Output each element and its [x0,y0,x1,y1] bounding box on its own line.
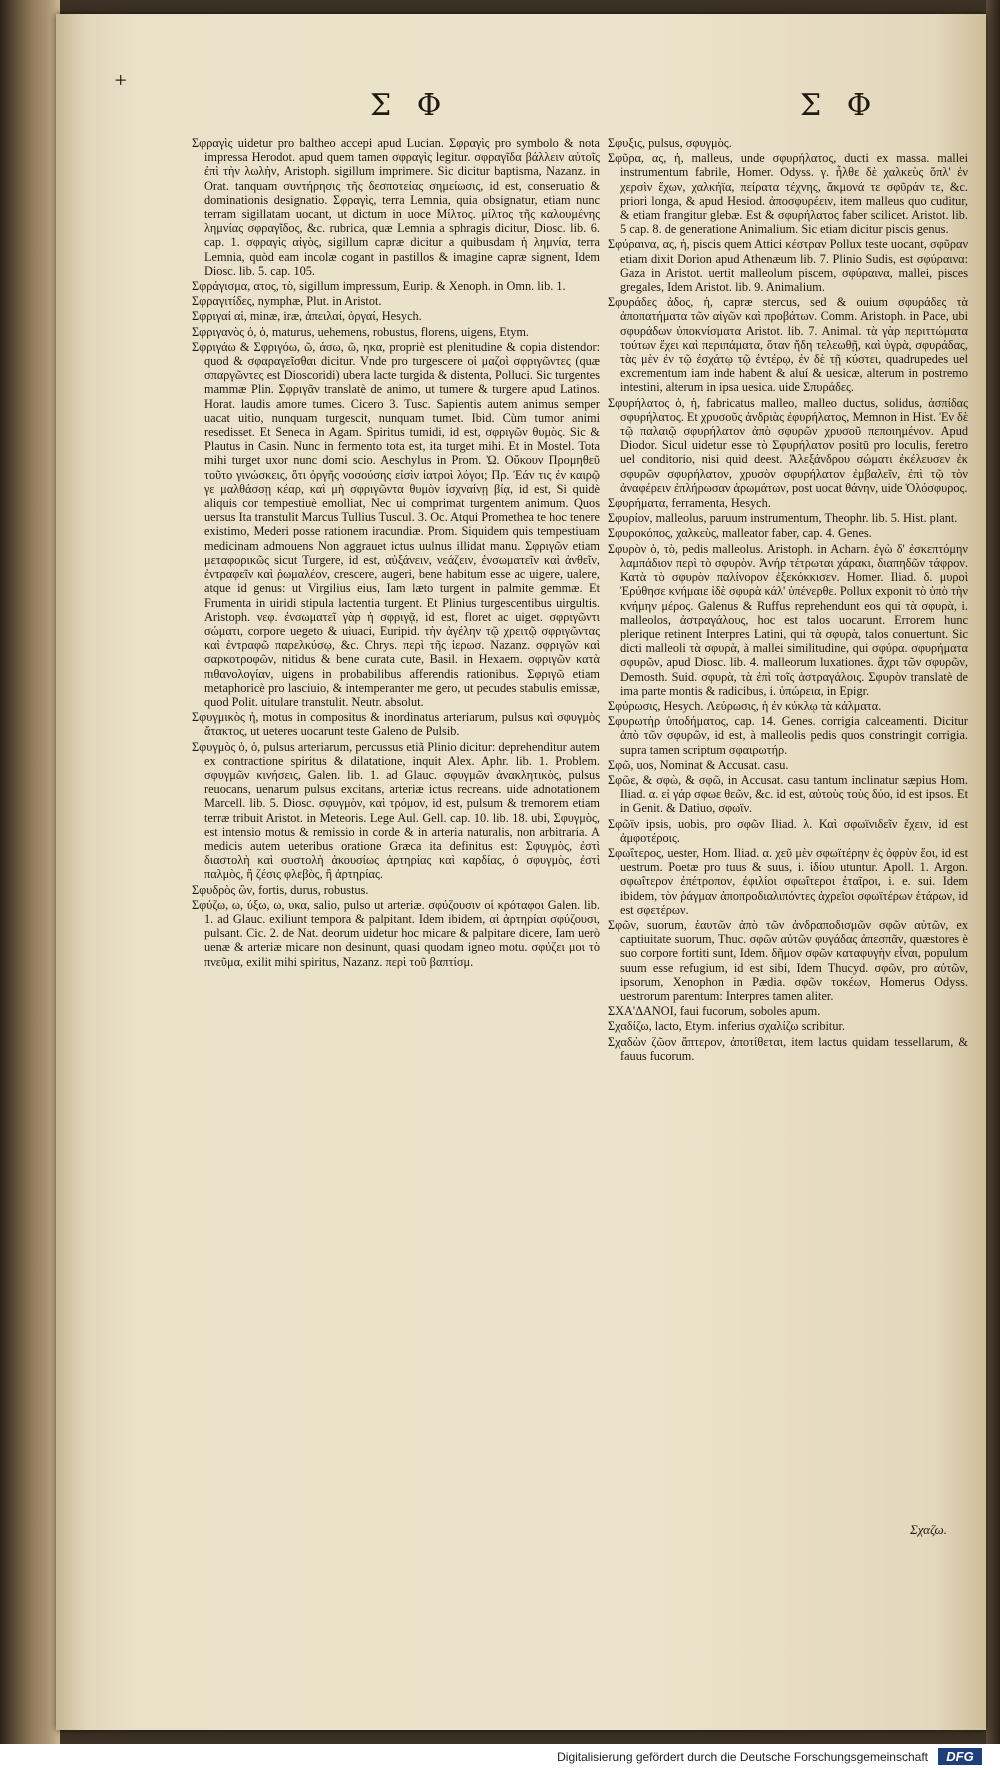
dictionary-entry: Σχαδίζω, lacto, Etym. inferius σχαλίζω scribitur. [608,1019,845,1034]
dictionary-entry: Σφυρήλατος ὁ, ἡ, fabricatus malleo, malleo ductus, solidus, ἀσπίδας σφυρήλατος. Et χρυσοῦς ἀνδριὰς ἐφυρήλατος, Memnon in Hist. Ἐν δὲ τῷ παλαιῷ σφυρήλατον ἀπὸ σφυρῶν χρυσοῦ πεποιημένον. Apud Diodor. Sicul uidetur esse τὸ Σφυρήλατον positū pro loculis, feretro uel conditorio, nisi quid deest. Ἀλεξάνδρου σώματι ἐκέλευσεν ἐκ σφυρῶν σφυρήλατον, χρυσὸν σφυρήλατον ἐμβαλεῖν, ἐπὶ τῷ τὸν ἀναφέρειν ἐπλήρωσαν ἀρωμάτων, post uocat θάνην, uide Ὁλόσφυρος. [608,395,968,495]
dictionary-entry: Σφυρωτὴρ ὑποδήματος, cap. 14. Genes. corrigia calceamenti. Dicitur ἀπὸ τῶν σφυρῶν, id est, à malleolis pedis quos constringit corrigia. supra tamen scriptum σφαιρωτήρ. [608,714,968,757]
left-column [192,136,600,1516]
dictionary-entry: Σφυράδες ἀδος, ἡ, capræ stercus, sed & ouium σφυράδες τὰ ἀποπατήματα τῶν αἰγῶν καὶ προβάτων. Comm. Aristoph. in Pace, ubi σφυράδων ὑποκνίσματα Aristot. lib. 7. Animal. τὰ γὰρ περιττώματα τούτων ἔχει καὶ περιπάματα, ὅταν ἤδη τελεωθῇ, καὶ ὑγρὰ, σφυράδας, τὰς μὲν ἐν τῷ ἐσχάτῳ τῷ ἐντέρῳ, ἐν δὲ τῇ κύστει, quadrupedes uel excrementum iam inde habent & aluí & uesicæ, alterum in postremo intestini, alterum in ipsa uesica. uide Σπυράδες. [608,295,968,395]
right-column [608,136,968,1516]
book-right-edge [986,0,1000,1770]
dictionary-entry: Σφριγανὸς ὁ, ὁ, maturus, uehemens, robustus, florens, uigens, Etym. [192,324,529,339]
dictionary-entry: Σφυρίον, malleolus, paruum instrumentum, Theophr. lib. 5. Hist. plant. [608,511,958,526]
dictionary-entry: Σφῶν, suorum, ἑαυτῶν ἀπὸ τῶν ἀνδραποδισμῶν σφῶν αὐτῶν, ex captiuitate suorum, Thuc. σφῶν αὐτῶν φυγάδας ἀπεσπᾶν, quæstores è suo corpore fortiti sunt, Idem. δῆμον σφῶν καταφυγὴν εἶναι, populum suum esse refugium, id est sibi, Idem Thucyd. σφῶν, pro αὐτῶν, ipsorum, Xenophon in Pædia. σφῶν τοκέων, Homerus Odyss. uestrorum parentum: Interpres tamen aliter. [608,917,968,1003]
dictionary-entry: Σφραγὶς uidetur pro baltheo accepi apud Lucian. Σφραγὶς pro symbolo & nota impressa Herodot. apud quem tamen σφραγὶς legitur. σφραγῖδα βάλλειν αὐτοῖς ἐπὶ τὴν λωλὴν, Aristoph. sigillum imprimere. Sic dicitur baptisma, Nazanz. in Orat. tanquam συντήρησις τῆς δεσποτείας σημείωσις, id est, conseruatio & dominationis designatio. Σφραγὶς, terra Lemnia, quia obsignatur, etiam nunc terram sigillatam uocant, ut dictum in uoce Μίλτος. μίλτος τῆς καλουμένης λημνίας σφραγῖδος, &c. rubrica, quæ Lemnia a sphragis dicitur, Diosc. lib. 6. cap. 1. σφραγὶς αἰγὸς, sigillum capræ dicitur a quibusdam ἡ λημνία, terra Lemnia, quòd eam incolæ cogant in pastillos & imagine capræ signent, Idem Diosc. lib. 5. cap. 105. [192,136,600,278]
dictionary-entry: Σφράγισμα, ατος, τὸ, sigillum impressum, Eurip. & Xenoph. in Omn. lib. 1. [192,279,566,294]
dictionary-entry: Σφύραινα, ας, ἡ, piscis quem Attici κέστραν Pollux teste uocant, σφῦραν etiam dixit Dorion apud Athenæum lib. 7. Plinio Sudis, est σφύραινα: Gaza in Aristot. uertit malleolum piscem, σφύραινα, mallei, pisces gregales, Idem Aristot. lib. 9. Animalium. [608,237,968,295]
dictionary-entry: Σφυγμικὸς ἡ, motus in compositus & inordinatus arteriarum, pulsus καὶ σφυγμὸς ἄτακτος, ut ueteres uocarunt teste Galeno de Pulsib. [192,710,600,739]
dictionary-entry: Σχαδὼν ζῶον ἄπτερον, ἀποτίθεται, item lactus quidam tessellarum, & fauus fucorum. [608,1034,968,1063]
dictionary-entry: Σφῶε, & σφὼ, & σφῶ, in Accusat. casu tantum inclinatur sæpius Hom. Iliad. α. εἰ γάρ σφωε θεῶν, &c. id est, αὐτοὺς τοὺς δύο, id est ipsos. Et in Genit. & Datiuo, σφωϊν. [608,772,968,816]
dictionary-entry: Σφριγάω & Σφριγόω, ῶ, άσω, ῶ, ηκα, propriè est plenitudine & copia distendor: quod & σφαραγεῖσθαι dicitur. Vnde pro turgescere οἱ μαζοὶ σφριγῶντες (quæ σπαργῶντες est Dioscoridi) ubera lacte turgida & distenta, Polluci. Sic turgentes mammæ Plin. Σφριγᾶν translatè de animo, ut tumere & turgere apud Latinos. Horat. laudis amore tumes. Cicero 3. Tusc. Sapientis autem animus semper uacat uitio, nunquam turgescit, nunquam tumet. Ibid. Cùm tumor animi resedisset. Et Seneca in Agam. Spiritus tumidi, id est, σφριγῶν θυμὸς. Sic & Plautus in Casin. Nunc in fermento tota est, ita turget mihi. Et in Mostel. Tota mihi turget uxor nunc domi scio. Aeschylus in Prom. Ὠ. Οὔκουν Προμηθεῦ τοῦτο γινώσκεις, ὅτι ὀργῆς νοσούσης εἰσὶν ἰατροὶ λόγοι; Πρ. Ἐάν τις ἐν καιρῷ γε μαλθάσσῃ κέαρ, καὶ μὴ σφριγῶντα θυμὸν ἰσχναίνῃ βίᾳ, id est, Si quidè aliquis cor tempestiuè emolliat, Nec ui comprimat turgentem animum. Quos uersus Ita transtulit Marcus Tullius Tuscul. 3. Oc. Atqui Promethea te hoc tenere existimo, Mederi posse rationem iracundiæ. Prom. Siquidem quis tempestiuam medicinam admouens Non aggrauet ictus uulnus illidat manu. Σφριγῶν etiam μεταφορικῶς sicut Turgere, id est, αὐξάνειν, νεάζειν, ἐνσωματεῖν καὶ ἀνθεῖν, ἐντραφεῖν καὶ ῥωμαλέον, crescere, augeri, bene habitum esse ac uigere, ualere, atque id genus: ut Virgilius eius, Iam læto turgent in palmite gemmæ. Et Frumenta in uiridi stipula lactentia turgent. Et Plinius turgescentibus uirgultis. Aristoph. νεφ. ἐνσωματεῖ γὰρ ἡ σφριγᾷ, id est, floret ac uiget. σφριγῶντι σώματι, corpore uegeto & uiuaci, Euripid. τὴν ἀγέλην τῷ χρειτῷ σφριγῶντας καὶ ἐντραφῶ παρελκύσῳ, &c. Chrys. περὶ τῆς ἱερωσ. Nazanz. σφριγῶν καὶ σαρκοτροφῶν, nitidus & bene curata cute, Basil. in Hexaem. σφριγῶν κατὰ πιθανολογίαν, uigens in probabilibus afferendis rationibus. Σφριγῶ etiam metaphoricè pro lasciuio, & intemperanter me gero, ut pecudes stabulis emissæ, quod Polit. uitulare transtulit. Neutr. absolut. [192,339,600,709]
page-header-right: Σ Φ [800,88,880,123]
dictionary-entry: ΣΧΑ'ΔΑΝΟΙ, faui fucorum, soboles apum. [608,1004,821,1019]
catchword: Σχαζω. [910,1522,947,1537]
dictionary-entry: Σφυξις, pulsus, σφυγμὸς. [608,136,732,150]
dictionary-entry: Σφῶϊν ipsis, uobis, pro σφῶν Iliad. λ. Καὶ σφωϊνιδεῖν ἔχειν, id est ἀμφοτέροις. [608,816,968,845]
dictionary-entry: Σφωΐτερος, uester, Hom. Iliad. α. χεῦ μὲν σφωϊτέρην ἐς ὀφρὺν ἕοι, id est uestrum. Poetæ pro tuus & suus, i. ἰδίου utuntur. Apoll. 1. Argon. σφωΐτερον ἐπέτροπον, ἐφιλίοι σφωΐτεροι ἑταῖροι, i. e. sui. Idem ibidem, τὸν ῥάγμαν ἀποπροδιαλιπόντες ἀχρεῖοι σφωϊτέρων ἑτάρων, id est σφετέρων. [608,845,968,917]
footer-credit-text: Digitalisierung gefördert durch die Deutsche Forschungsgemeinschaft [557,1750,928,1764]
dictionary-entry: Σφυγμὸς ὁ, ὁ, pulsus arteriarum, percussus etiã Plinio dicitur: deprehenditur autem ex contractione spiritus & dilatatione, inquit Alex. Aphr. lib. 1. Problem. σφυγμῶν κινήσεις, Galen. lib. 1. ad Glauc. σφυγμῶν ἀνακλητικὸς, pulsus reuocans, uenarum pulsus excitans, arteriæ ictus recreans. uide adnotationem Marcell. lib. 5. Diosc. σφυγμὸν, καὶ τρόμον, id est, pulsum & tremorem etiam terræ tribuit Aristot. in Meteoris. Lege Aul. Gell. cap. 10. lib. 18. ubi, Σφυγμὸς, est intensio motus & remissio in corde & in arteria naturalis, non arbitraria. A medicis autem ueteribus oratione Græca ita definitus est: Σφυγμὸς, ἐστὶ διαστολὴ καὶ συστολὴ ἀκουσίως ἀρτηρίας καὶ καρδίας, ὁ σφυγμὸς, ἐστὶ παλμὸς, ἢ ζέσις φλεβὸς, ἢ ἀρτηρίας. [192,739,600,882]
book-block-edge [0,0,60,1770]
dictionary-entry: Σφύζω, ω, ύξω, ω, υκα, salio, pulso ut arteriæ. σφύζουσιν οἱ κρόταφοι Galen. lib. 1. ad Glauc. exiliunt tempora & palpitant. Idem ibidem, αἱ ἀρτηρίαι σφύζουσι, pulsant. Cic. 2. de Nat. deorum uidetur hoc micare & palpitare dicere, Iam uerò uenæ & arteriæ micare non desinunt, quasi quodam igneo motu. σφύζει μοι τὸ πνεῦμα, exilit mihi spiritus, Nazanz. περὶ τοῦ βαπτίσμ. [192,897,600,969]
dictionary-entry: Σφραγιτίδες, nymphæ, Plut. in Aristot. [192,294,382,309]
digitization-footer [0,1744,1000,1770]
dictionary-entry: Σφυροκόπος, χαλκεὺς, malleator faber, cap. 4. Genes. [608,526,872,541]
dictionary-entry: Σφῶ, uos, Nominat & Accusat. casu. [608,757,789,772]
corner-mark: + [114,70,128,89]
dictionary-entry: Σφῦρα, ας, ἡ, malleus, unde σφυρήλατος, ducti ex massa. mallei instrumentum fabrile, Homer. Odyss. γ. ἦλθε δὲ χαλκεὺς ὅπλ' ἐν χερσὶν ἔχων, χαλκήϊα, πείρατα τέχνης, ἄκμονά τε σφῦράν τε, &c. priori longa, & apud Hesiod. ἀποσφυρέειν, item malleus quo cuditur, & etiam frangitur glebæ. Est & σφυρήλατος faber scilicet. Aristot. lib. 5 cap. 8. de generatione Animalium. Sic etiam dicitur piscis genus. [608,151,968,237]
dictionary-entry: Σφριγαί αἱ, minæ, iræ, ἀπειλαί, ὀργαί, Hesych. [192,309,422,324]
dictionary-entry: Σφυρήματα, ferramenta, Hesych. [608,496,771,511]
dfg-logo: DFG [938,1748,982,1765]
dictionary-entry: Σφυδρὸς ὢν, fortis, durus, robustus. [192,882,369,897]
dictionary-entry: Σφυρὸν ὁ, τὸ, pedis malleolus. Aristoph. in Acharn. ἐγὼ δ' ἐσκεπτόμην λαμπάδιον περὶ τὸ σφυρὸν. Ἀνήρ τέτρωται χάρακι, διαπηδῶν τάφρον. Κατὰ τὸ σφυρὸν παλίνορον ἐξεκόκκισεν. Homer. Iliad. δ. μυροὶ Ἐρύθησε κνήμαιε ἰδὲ σφυρὰ κάλ' ὑπένερθε. Pollux exponit τὸ ὑπὸ τὴν κνήμην μέρος. Galenus & Ruffus reprehendunt eos qui τὰ σφυρὰ, i. malleolos, ἀστραγάλους, hoc est talos uocarunt. Errorem hunc plerique retinent Interpres Latini, qui τὰ σφυρὰ, talos conuertunt. Sic dicti malleoli τὰ σφυρὰ, à mallei similitudine, qui σφύρα. σφυρήματα σφυρῶν, apud Diosc. lib. 4. malleorum luxationes. ἄχρι τῶν σφυρῶν, Demosth. Suid. σφυρὰ, τὰ ἐπὶ τοῖς ἀστραγάλοις. Σφυρὸν translatè de ima parte montis & radicibus, i. ὑπώρεια, in Epigr. [608,541,968,698]
page-header-left: Σ Φ [370,88,450,123]
dictionary-entry: Σφύρωσις, Hesych. Λεύρωσις, ἡ ἐν κύκλῳ τὰ κάλματα. [608,698,882,713]
